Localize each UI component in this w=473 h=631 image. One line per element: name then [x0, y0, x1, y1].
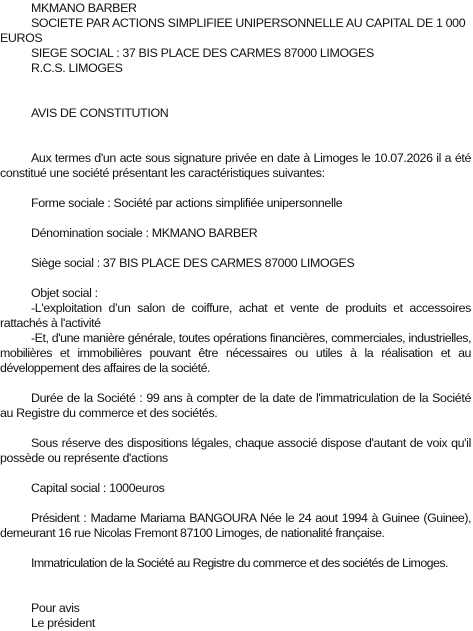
notice-intro: Aux termes d'un acte sous signature privée en date à Limoges le 10.07.2026 il a été constitué une société présentant les caractéristiques suivantes: [0, 151, 471, 180]
registered-office: Siège social : 37 BIS PLACE DES CARMES 87000 LIMOGES [31, 256, 355, 270]
company-capital-line-continued: EUROS [0, 31, 43, 45]
president-details: Président : Madame Mariama BANGOURA Née le 24 aout 1994 à Guinee (Guinee), demeurant 16 rue Nicolas Fremont 87100 Limoges, de nationalité française. [0, 511, 471, 540]
company-name: MKMANO BARBER [31, 1, 137, 15]
purpose-label: Objet social : [31, 286, 98, 300]
company-registered-office: SIEGE SOCIAL : 37 BIS PLACE DES CARMES 87000 LIMOGES [31, 46, 374, 60]
share-capital: Capital social : 1000euros [31, 481, 165, 495]
closing-pour-avis: Pour avis [31, 601, 80, 615]
company-duration: Durée de la Société : 99 ans à compter de la date de l'immatriculation de la Société au Registre du commerce et des sociétés. [0, 391, 471, 420]
registration-statement: Immatriculation de la Société au Registre du commerce et des sociétés de Limoges. [31, 556, 448, 570]
purpose-item-2: -Et, d'une manière générale, toutes opérations financières, commerciales, industrielles, mobilières et immobilières pouvant être nécessaires ou utiles à la réalisation et au développement des affaires de la société. [0, 331, 471, 375]
company-denomination: Dénomination sociale : MKMANO BARBER [31, 226, 258, 240]
notice-title: AVIS DE CONSTITUTION [31, 106, 169, 120]
voting-rights: Sous réserve des dispositions légales, chaque associé dispose d'autant de voix qu'il possède ou représente d'actions [0, 436, 471, 465]
closing-signatory: Le président [31, 616, 95, 630]
company-rcs: R.C.S. LIMOGES [31, 61, 123, 75]
purpose-item-1: -L'exploitation d’un salon de coiffure, achat et vente de produits et accessoires rattachés à l'activité [0, 301, 471, 330]
company-capital-line: SOCIETE PAR ACTIONS SIMPLIFIEE UNIPERSONNELLE AU CAPITAL DE 1 000 [31, 16, 466, 30]
legal-form: Forme sociale : Société par actions simplifiée unipersonnelle [31, 196, 343, 210]
